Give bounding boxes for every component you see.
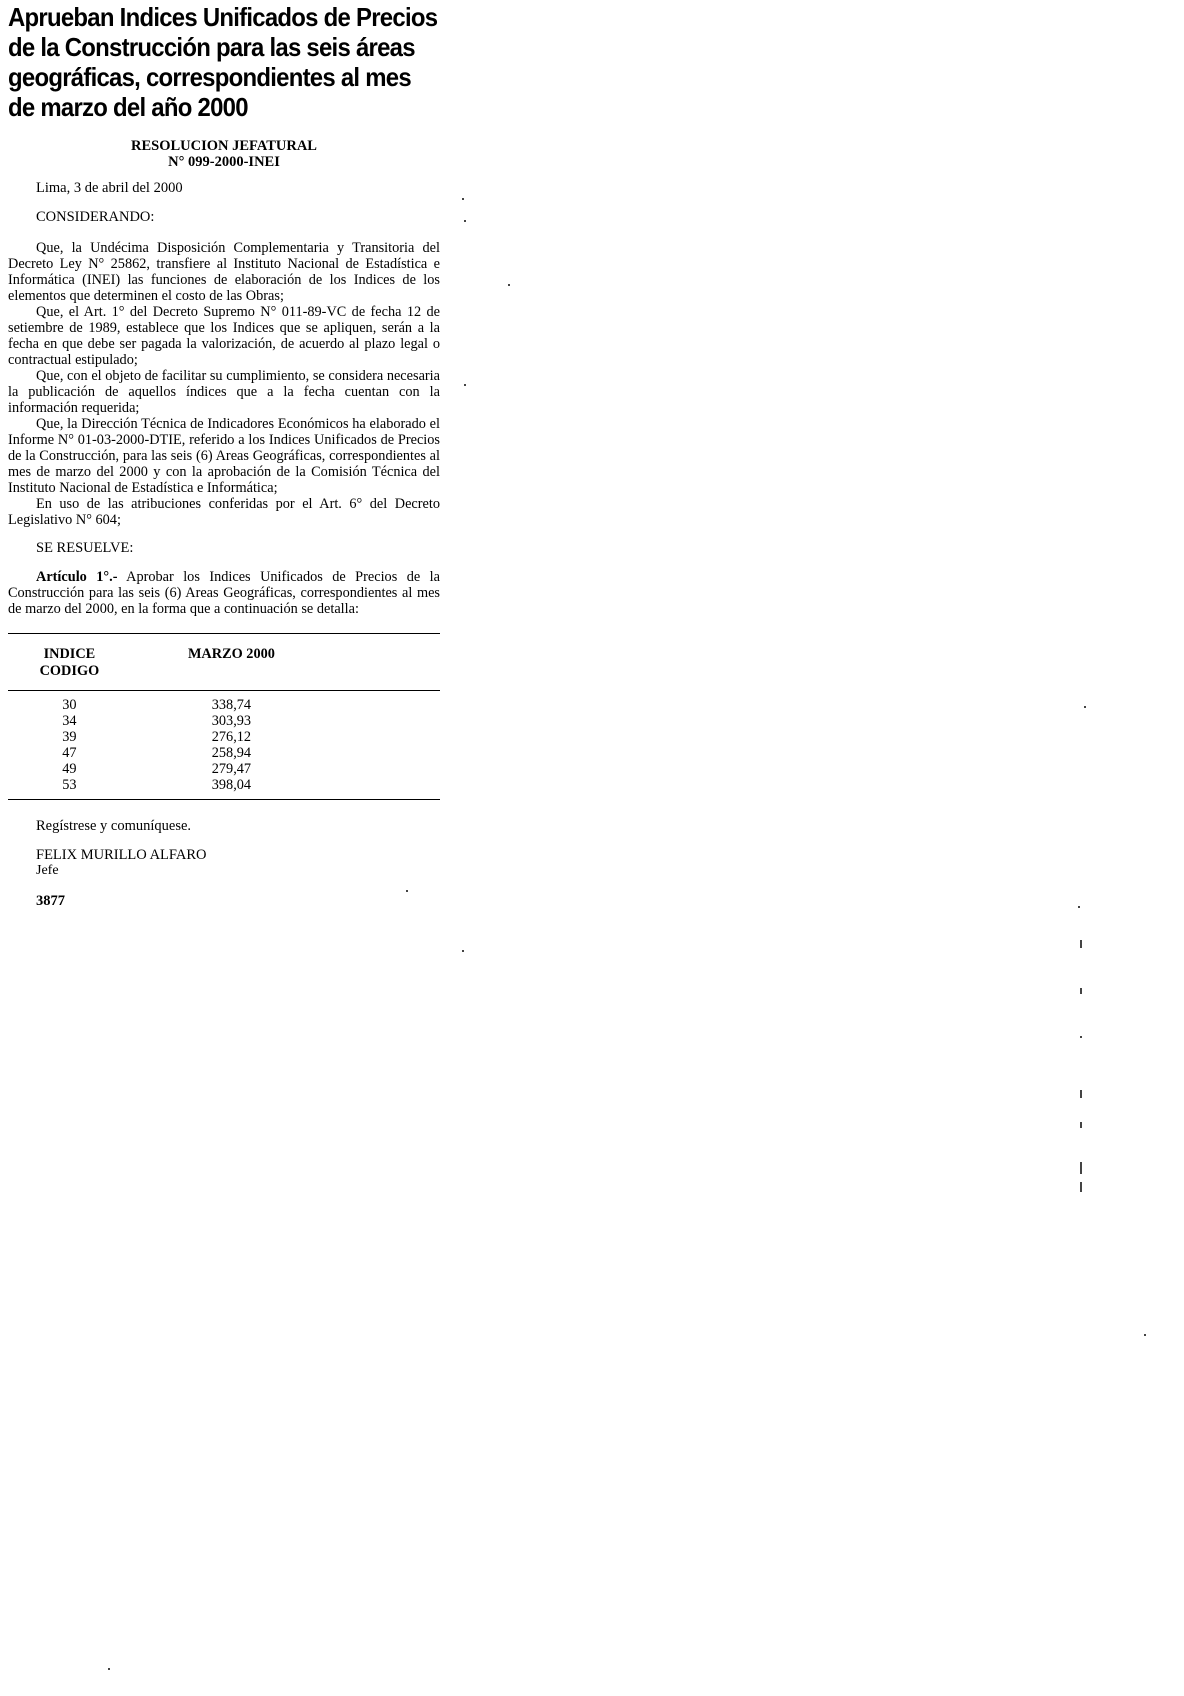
resolution-date: Lima, 3 de abril del 2000 <box>36 180 183 196</box>
scan-speck <box>462 198 464 200</box>
article-text: Aprobar los Indices Unificados de Precios de la Construcción para las seis (6) Areas Geográficas, correspondientes al mes de marzo del 2000, en la forma que a continuación se detalla: <box>8 569 440 617</box>
row-value: 279,47 <box>211 761 252 777</box>
scan-speck <box>462 950 464 952</box>
table-row <box>8 713 440 729</box>
table-row <box>8 697 440 713</box>
scan-speck <box>464 220 466 222</box>
row-value: 276,12 <box>211 729 252 745</box>
scan-speck <box>1080 1090 1082 1098</box>
table-bottom-rule <box>8 800 440 801</box>
scan-speck <box>508 284 510 286</box>
index-table <box>8 633 440 800</box>
signer-role: Jefe <box>36 863 59 878</box>
header-value: MARZO 2000 <box>187 646 275 662</box>
scan-speck <box>1144 1334 1146 1336</box>
scan-speck <box>1080 1036 1082 1038</box>
scan-speck <box>1080 1162 1082 1174</box>
considerando-label: CONSIDERANDO: <box>36 209 155 225</box>
table-header-row <box>8 634 440 691</box>
scan-speck <box>464 384 466 386</box>
header-code-line2: CODIGO <box>39 663 100 679</box>
signature-block <box>8 847 440 879</box>
signer-name: FELIX MURILLO ALFARO <box>36 847 207 863</box>
row-value: 398,04 <box>211 777 252 793</box>
scan-speck <box>406 890 408 892</box>
considerando-paragraph: Que, con el objeto de facilitar su cumplimiento, se considera necesaria la publicación de aquellos índices que a la fecha cuentan con la información requerida; <box>8 368 440 416</box>
row-value: 338,74 <box>211 697 252 713</box>
headline: Aprueban Indices Unificados de Precios de la Construcción para las seis áreas geográficas, correspondientes al mes de marzo del año 2000 <box>8 2 438 122</box>
row-code: 49 <box>62 761 77 777</box>
considerando-paragraph: Que, la Undécima Disposición Complementaria y Transitoria del Decreto Ley N° 25862, transfiere al Instituto Nacional de Estadística e Informática (INEI) las funciones de elaboración de los Indices de los elementos que determinen el costo de las Obras; <box>8 240 440 304</box>
row-code: 47 <box>62 745 77 761</box>
row-value: 303,93 <box>211 713 252 729</box>
row-code: 53 <box>62 777 77 793</box>
considerando-paragraph: En uso de las atribuciones conferidas por el Art. 6° del Decreto Legislativo N° 604; <box>8 496 440 528</box>
row-value: 258,94 <box>211 745 252 761</box>
considerandos <box>8 240 440 528</box>
header-code-line1: INDICE <box>43 646 96 662</box>
resolution-number: N° 099-2000-INEI <box>168 154 280 170</box>
scan-speck <box>1080 1122 1082 1128</box>
header-code <box>8 634 131 691</box>
scan-speck <box>1080 988 1082 994</box>
table-row <box>8 729 440 745</box>
table-row <box>8 761 440 777</box>
row-code: 39 <box>62 729 77 745</box>
considerando-paragraph: Que, el Art. 1° del Decreto Supremo N° 011-89-VC de fecha 12 de setiembre de 1989, establece que los Indices que se apliquen, serán a la fecha en que debe ser pagada la valorización, de acuerdo al plazo legal o contractual estipulado; <box>8 304 440 368</box>
table-row <box>8 777 440 800</box>
resuelve-label: SE RESUELVE: <box>36 540 134 556</box>
article-1 <box>8 569 440 617</box>
row-code: 30 <box>62 697 77 713</box>
reference-number: 3877 <box>36 893 65 909</box>
closing-line: Regístrese y comuníquese. <box>36 818 192 834</box>
scan-speck <box>1084 706 1086 708</box>
considerando-paragraph: Que, la Dirección Técnica de Indicadores Económicos ha elaborado el Informe N° 01-03-2000-DTIE, referido a los Indices Unificados de Precios de la Construcción, para las seis (6) Areas Geográficas, correspondientes al mes de marzo del 2000 y con la aprobación de la Comisión Técnica del Instituto Nacional de Estadística e Informática; <box>8 416 440 496</box>
resolution-header <box>8 138 440 170</box>
resolution-type: RESOLUCION JEFATURAL <box>131 138 317 154</box>
scan-speck <box>108 1668 110 1670</box>
row-code: 34 <box>62 713 77 729</box>
document-page <box>8 2 440 910</box>
article-label: Artículo 1°.- <box>36 569 118 585</box>
table-row <box>8 745 440 761</box>
scan-speck <box>1080 1182 1082 1192</box>
scan-speck <box>1078 906 1080 908</box>
scan-speck <box>1080 940 1082 948</box>
